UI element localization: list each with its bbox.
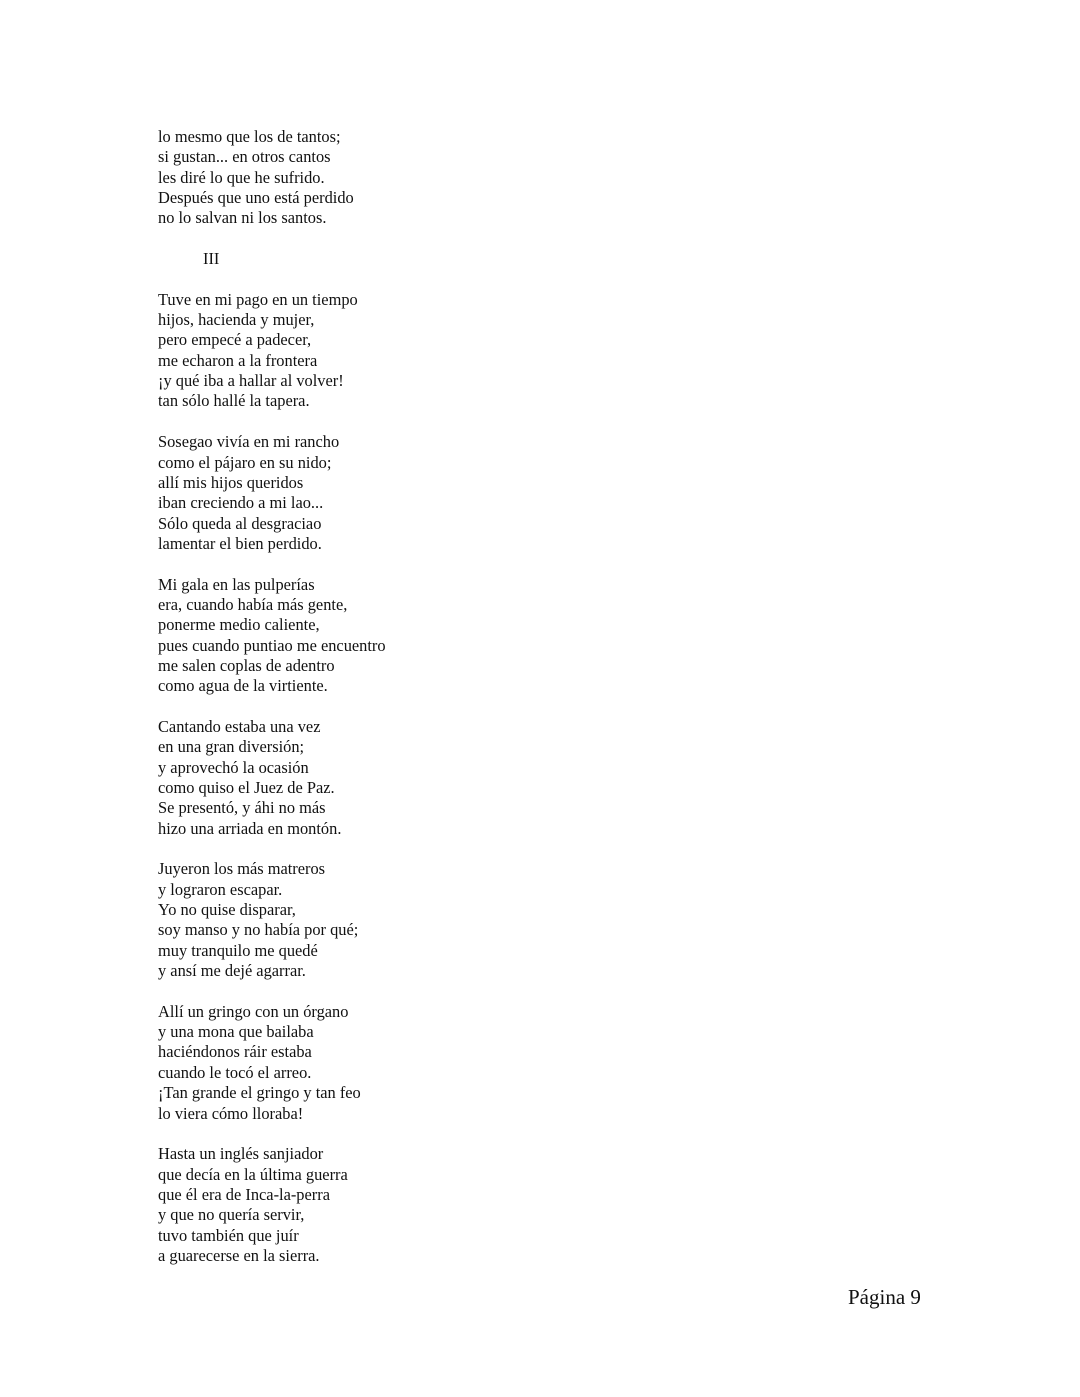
verse-line: Hasta un inglés sanjiador xyxy=(158,1144,324,1164)
stanza-gap xyxy=(158,839,578,859)
verse-line: lo mesmo que los de tantos; xyxy=(158,127,341,146)
verse-line: hijos, hacienda y mujer, xyxy=(158,310,315,330)
verse-line: me echaron a la frontera xyxy=(158,350,318,370)
verse-line: que él era de Inca-la-perra xyxy=(158,1184,330,1204)
verse-line: como agua de la virtiente. xyxy=(158,676,328,696)
verse-line: soy manso y no había por qué; xyxy=(158,920,359,940)
verse-line: Allí un gringo con un órgano xyxy=(158,1001,349,1021)
poem-text xyxy=(158,127,578,1266)
verse-line: Yo no quise disparar, xyxy=(158,900,296,920)
stanza xyxy=(158,290,578,412)
verse-line: Después que uno está perdido xyxy=(158,188,354,208)
stanza-gap xyxy=(158,229,578,249)
stanza xyxy=(158,717,578,839)
verse-line: pues cuando puntiao me encuentro xyxy=(158,635,386,655)
verse-line: Sólo queda al desgraciao xyxy=(158,513,322,533)
verse-line: como el pájaro en su nido; xyxy=(158,452,332,472)
stanza-gap xyxy=(158,981,578,1001)
verse-line: les diré lo que he sufrido. xyxy=(158,167,325,187)
stanza xyxy=(158,432,578,554)
stanza-gap xyxy=(158,554,578,574)
verse-line: en una gran diversión; xyxy=(158,737,305,757)
verse-line: lamentar el bien perdido. xyxy=(158,533,322,553)
verse-line: como quiso el Juez de Paz. xyxy=(158,778,335,797)
verse-line: lo viera cómo lloraba! xyxy=(158,1103,304,1123)
stanza-gap xyxy=(158,269,578,289)
verse-line: y ansí me dejé agarrar. xyxy=(158,961,306,981)
verse-line: haciéndonos ráir estaba xyxy=(158,1042,312,1062)
verse-line: me salen coplas de adentro xyxy=(158,655,335,675)
verse-line: tan sólo hallé la tapera. xyxy=(158,391,310,411)
verse-line: y que no quería servir, xyxy=(158,1205,305,1225)
stanza xyxy=(158,1002,578,1124)
verse-line: pero empecé a padecer, xyxy=(158,330,312,350)
stanza-gap xyxy=(158,1124,578,1144)
page-number: Página 9 xyxy=(848,1285,921,1309)
stanza-gap xyxy=(158,697,578,717)
verse-line: ¡Tan grande el gringo y tan feo xyxy=(158,1083,361,1103)
opening-stanza xyxy=(158,127,578,229)
verse-line: hizo una arriada en montón. xyxy=(158,818,342,838)
section-heading: III xyxy=(203,249,220,269)
stanza-gap xyxy=(158,412,578,432)
verse-line: Juyeron los más matreros xyxy=(158,859,326,879)
verse-line: ponerme medio caliente, xyxy=(158,615,320,635)
verse-line: que decía en la última guerra xyxy=(158,1164,348,1184)
verse-line: Tuve en mi pago en un tiempo xyxy=(158,289,358,309)
stanza xyxy=(158,1144,578,1266)
verse-line: Sosegao vivía en mi rancho xyxy=(158,432,340,452)
verse-line: muy tranquilo me quedé xyxy=(158,940,318,960)
verse-line: cuando le tocó el arreo. xyxy=(158,1062,312,1082)
verse-line: Se presentó, y áhi no más xyxy=(158,798,326,818)
verse-line: si gustan... en otros cantos xyxy=(158,147,331,167)
verse-line: a guarecerse en la sierra. xyxy=(158,1245,320,1265)
verse-line: iban creciendo a mi lao... xyxy=(158,493,324,513)
verse-line: ¡y qué iba a hallar al volver! xyxy=(158,371,344,391)
verse-line: Cantando estaba una vez xyxy=(158,716,321,736)
verse-line: era, cuando había más gente, xyxy=(158,594,348,614)
verse-line: Mi gala en las pulperías xyxy=(158,574,315,594)
verse-line: y una mona que bailaba xyxy=(158,1022,314,1042)
verse-line: tuvo también que juír xyxy=(158,1225,299,1245)
verse-line: y aprovechó la ocasión xyxy=(158,757,309,777)
verse-line: allí mis hijos queridos xyxy=(158,472,304,492)
stanza xyxy=(158,859,578,981)
verse-line: y lograron escapar. xyxy=(158,879,283,899)
stanza xyxy=(158,575,578,697)
verse-line: no lo salvan ni los santos. xyxy=(158,208,327,228)
